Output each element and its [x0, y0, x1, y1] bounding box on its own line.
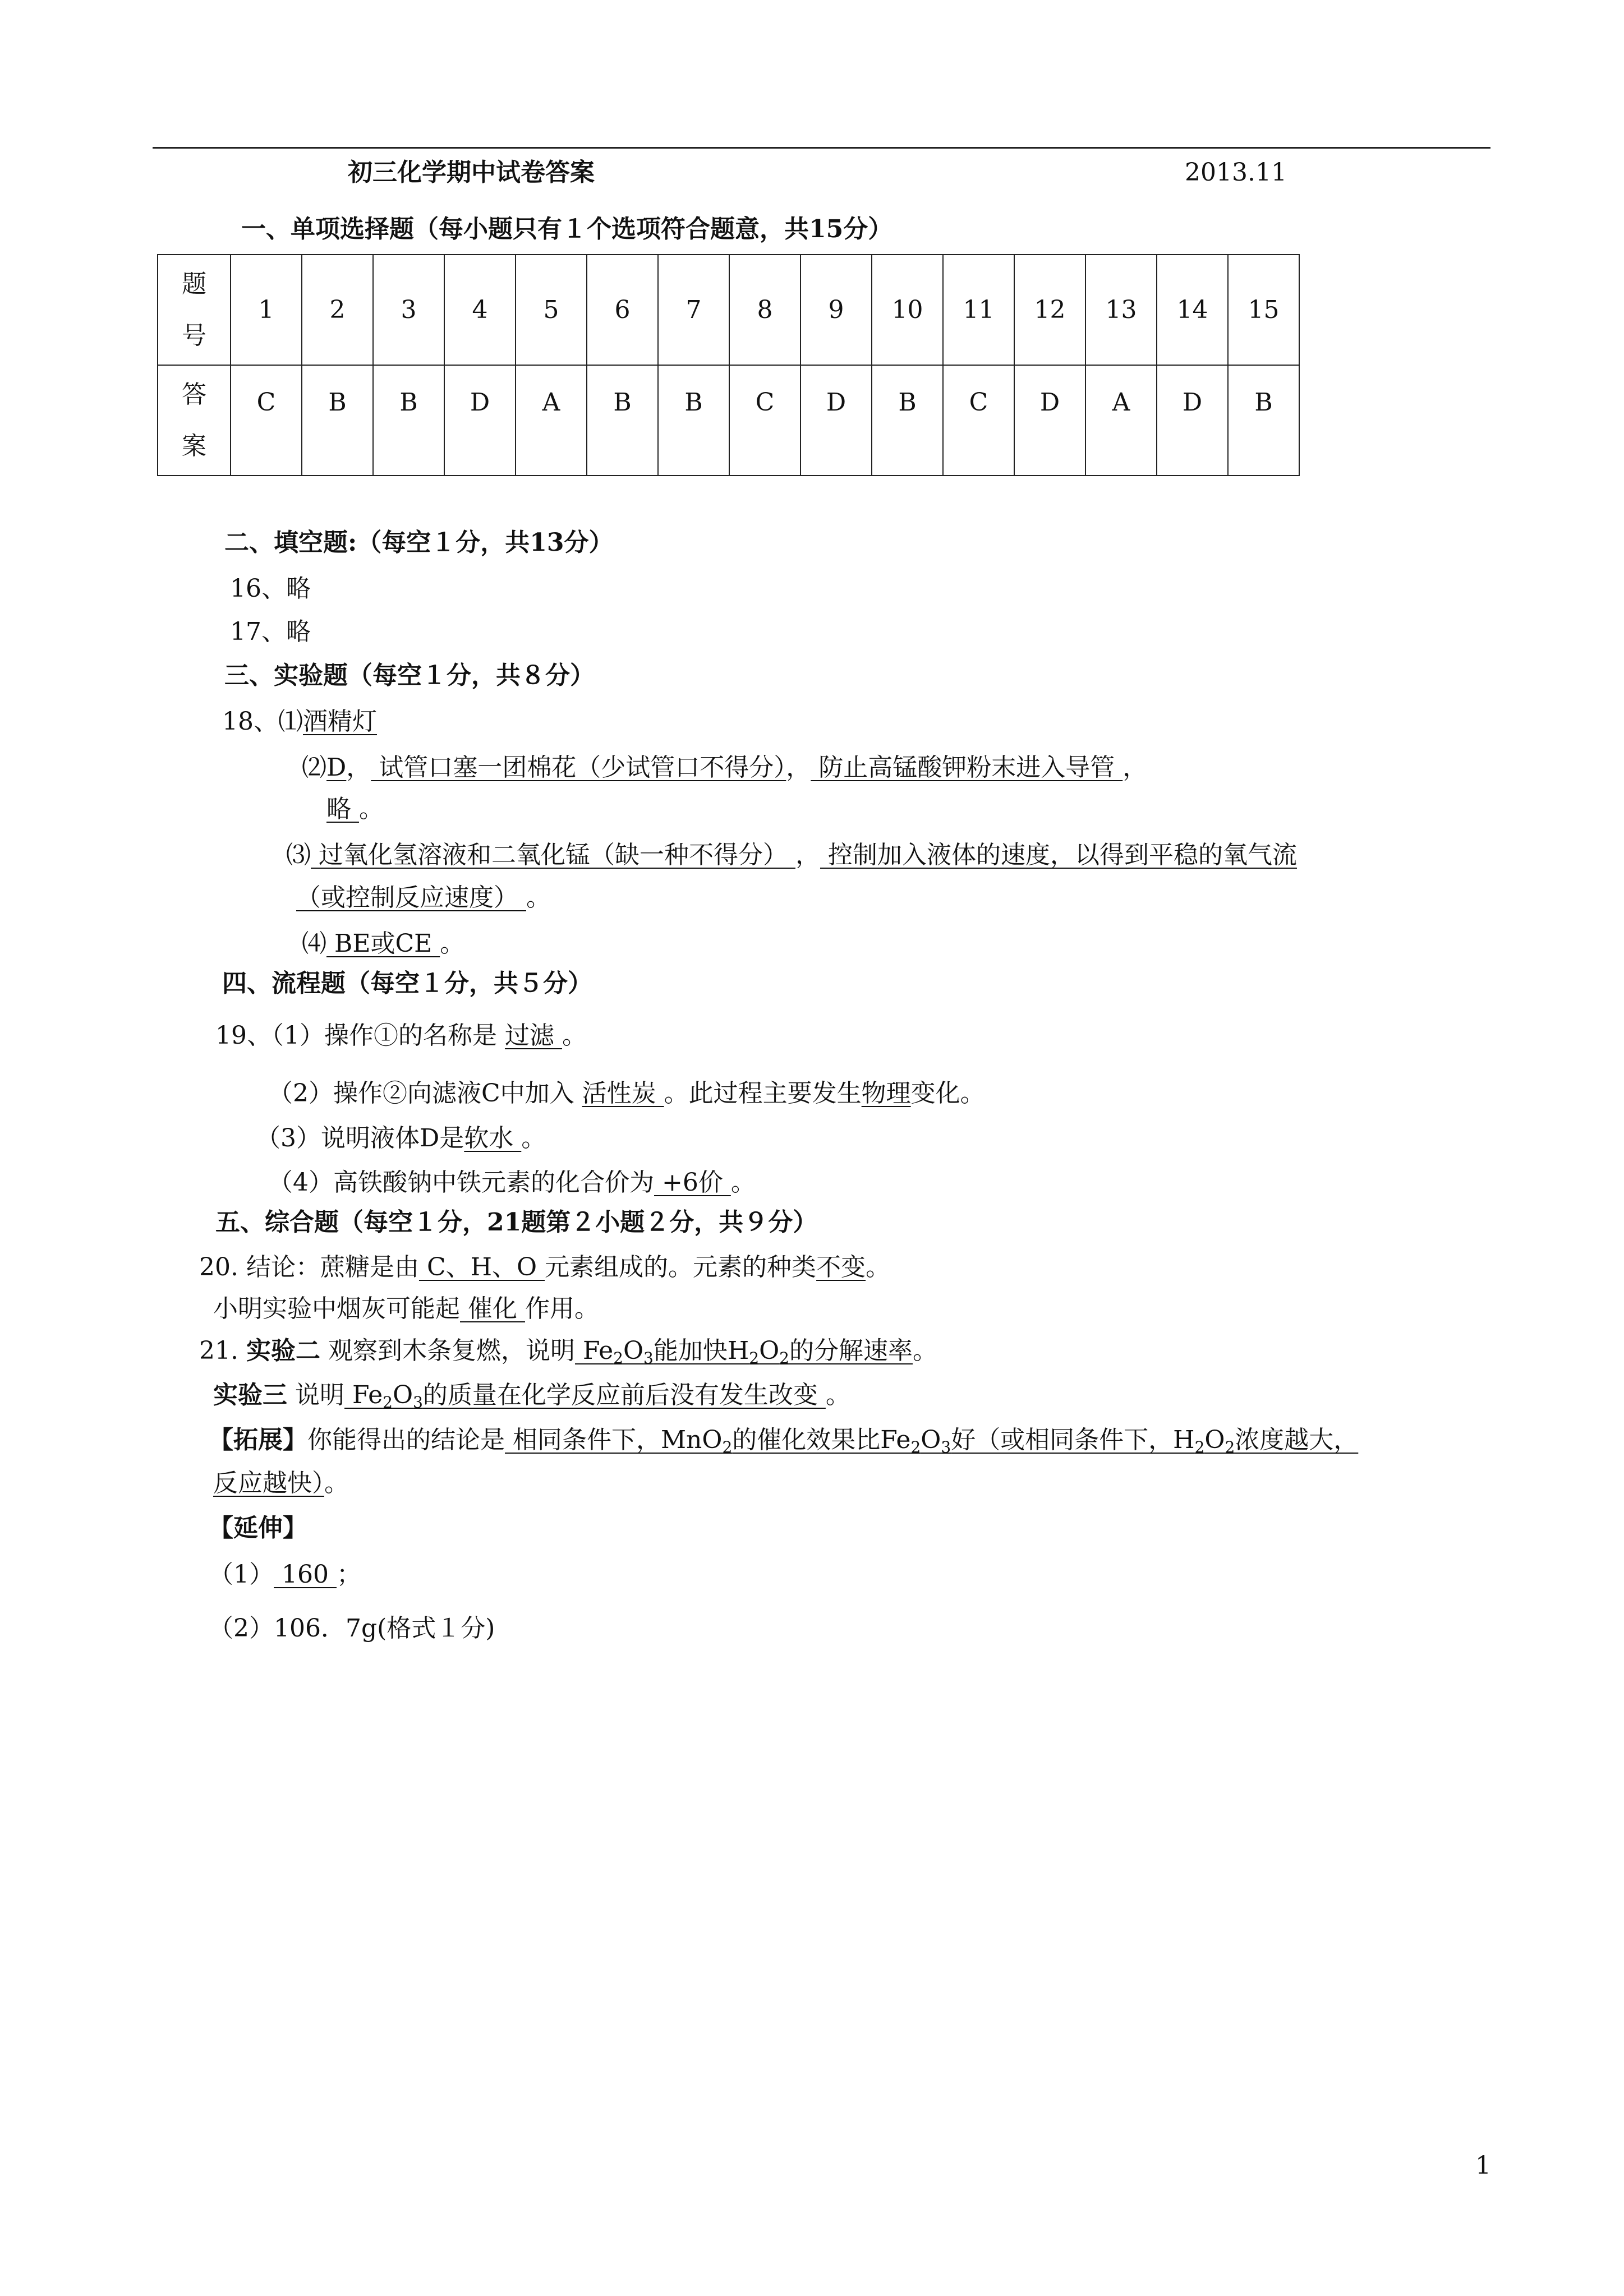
question-number: 12 — [1014, 255, 1085, 365]
question-number: 15 — [1228, 255, 1299, 365]
extension-conclusion-line2: 反应越快）。 — [213, 1469, 349, 1497]
exam-date: 2013.11 — [1185, 158, 1287, 187]
section5-heading: 五、综合题（每空１分，21题第２小题２分，共９分） — [215, 1208, 818, 1237]
question-number: 7 — [658, 255, 729, 365]
extension-answer-1: （1） 160 ； — [209, 1560, 361, 1589]
answer-cell: D — [444, 365, 516, 476]
question-number: 10 — [872, 255, 943, 365]
answer-cell: C — [943, 365, 1014, 476]
row-label-question: 题号 — [158, 255, 231, 365]
q20-conclusion: 20. 结论：蔗糖是由 C、H、O 元素组成的。元素的种类不变。 — [199, 1253, 891, 1281]
q21-experiment3: 实验三 说明 $Fe_2O_3$的质量在化学反应前后没有发生改变 。 — [213, 1381, 850, 1412]
q21-experiment2: 21. 实验二 观察到木条复燃，说明 $Fe_2O_3$能加快$H_2O_2$的分解速率。 — [199, 1336, 937, 1367]
q18-3-line2: （或控制反应速度） 。 — [296, 883, 551, 912]
section2-heading: 二、填空题:（每空１分，共13分） — [224, 528, 614, 557]
q19-4: （4）高铁酸钠中铁元素的化合价为 +6价 。 — [268, 1168, 756, 1197]
q16-answer: 16、略 — [230, 574, 311, 603]
q18-1: 18、⑴酒精灯 — [222, 707, 377, 736]
answer-row — [158, 365, 1299, 476]
q18-3: ⑶ 过氧化氢溶液和二氧化锰（缺一种不得分） ， 控制加入液体的速度，以得到平稳的氧气流 — [286, 841, 1297, 869]
question-number: 3 — [373, 255, 444, 365]
section1-heading: 一、单项选择题（每小题只有１个选项符合题意，共15分） — [241, 215, 893, 243]
q17-answer: 17、略 — [230, 617, 311, 646]
answer-cell: D — [1014, 365, 1085, 476]
section3-heading: 三、实验题（每空１分，共８分） — [224, 661, 595, 690]
q18-2: ⑵D， 试管口塞一团棉花（少试管口不得分）， 防止高锰酸钾粉末进入导管 ， — [302, 753, 1148, 782]
question-number: 8 — [729, 255, 801, 365]
page-number: 1 — [1475, 2151, 1491, 2180]
answer-cell: D — [801, 365, 872, 476]
answer-table — [157, 254, 1300, 476]
question-number: 13 — [1085, 255, 1157, 365]
extension-conclusion: 【拓展】你能得出的结论是 相同条件下，MnO$_2$的催化效果比$Fe_2O_3$好（或相同条件下，$H_2O_2$浓度越大， — [209, 1426, 1359, 1456]
answer-cell: B — [1228, 365, 1299, 476]
q18-2-line2: 略 。 — [326, 795, 384, 823]
extension-heading: 【延伸】 — [209, 1514, 307, 1542]
row-label-answer: 答案 — [158, 365, 231, 476]
answer-cell: A — [516, 365, 587, 476]
answer-cell: B — [302, 365, 373, 476]
answer-cell: C — [729, 365, 801, 476]
page-title: 初三化学期中试卷答案 — [348, 158, 595, 187]
answer-cell: B — [658, 365, 729, 476]
question-number: 9 — [801, 255, 872, 365]
top-rule — [153, 147, 1490, 149]
question-number: 14 — [1157, 255, 1228, 365]
answer-cell: B — [872, 365, 943, 476]
question-number: 2 — [302, 255, 373, 365]
question-number: 1 — [231, 255, 302, 365]
answer-cell: C — [231, 365, 302, 476]
question-number: 11 — [943, 255, 1014, 365]
q20-catalyst: 小明实验中烟灰可能起 催化 作用。 — [213, 1294, 599, 1323]
q19-3: （3）说明液体D是软水 。 — [256, 1124, 546, 1152]
answer-cell: A — [1085, 365, 1157, 476]
question-number: 6 — [587, 255, 658, 365]
question-number-row — [158, 255, 1299, 365]
answer-cell: B — [587, 365, 658, 476]
q19-2: （2）操作②向滤液C中加入 活性炭 。此过程主要发生物理变化。 — [268, 1079, 985, 1108]
question-number: 4 — [444, 255, 516, 365]
q18-4: ⑷ BE或CE 。 — [302, 929, 465, 958]
answer-cell: D — [1157, 365, 1228, 476]
q19-1: 19、（1）操作①的名称是 过滤 。 — [215, 1021, 587, 1050]
question-number: 5 — [516, 255, 587, 365]
extension-answer-2: （2）106．7g(格式１分) — [209, 1614, 495, 1643]
answer-cell: B — [373, 365, 444, 476]
section4-heading: 四、流程题（每空１分，共５分） — [222, 969, 592, 998]
